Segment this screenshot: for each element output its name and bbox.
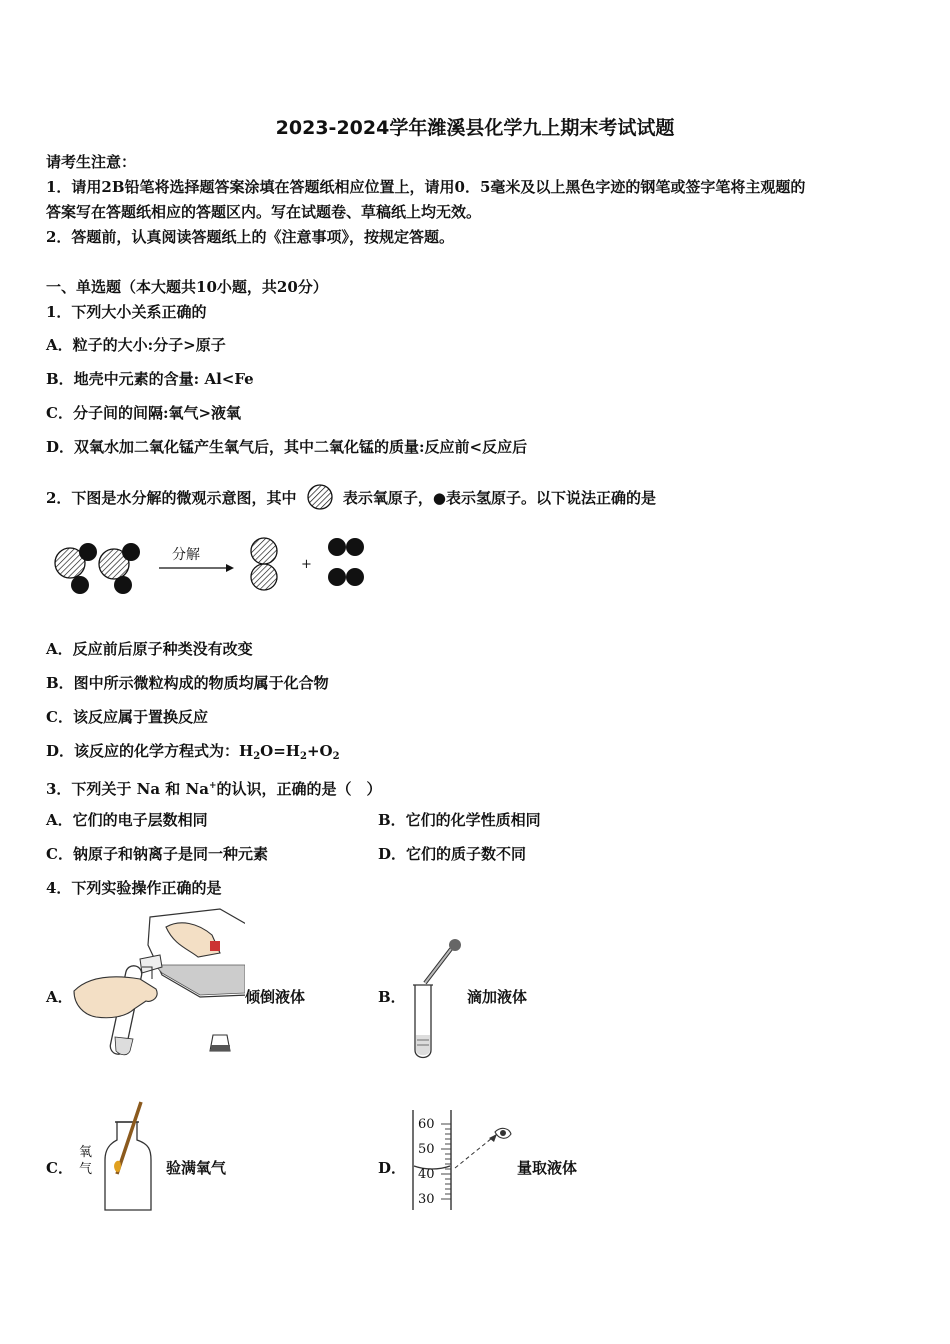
q2-d-prefix: D．该反应的化学方程式为：: [46, 742, 240, 760]
notice-line-2: 2．答题前，认真阅读答题纸上的《注意事项》，按规定答题。: [46, 228, 454, 246]
q2-d-s2: 2: [299, 751, 307, 762]
oxygen-label-1: 氧: [79, 1145, 93, 1160]
notice-line-1b: 答案写在答题纸相应的答题区内。写在试题卷、草稿纸上均无效。: [46, 203, 482, 221]
q4-b-caption: 滴加液体: [467, 988, 528, 1006]
notice-line-1a: 1．请用2B铅笔将选择题答案涂填在答题纸相应位置上，请用0．5毫米及以上黑色字迹的钢笔或签字笔将主观题的: [46, 178, 806, 196]
q3-option-d: D．它们的质子数不同: [378, 845, 527, 863]
q2-option-c: C．该反应属于置换反应: [46, 708, 208, 726]
q2-option-a: A．反应前后原子种类没有改变: [46, 640, 253, 658]
q3-stem-sup: +: [208, 781, 217, 791]
oxygen-atom-icon: [305, 484, 335, 510]
q1-option-a: A．粒子的大小:分子>原子: [46, 336, 226, 354]
oxygen-molecule: [251, 538, 277, 590]
oxygen-label-2: 气: [79, 1162, 93, 1177]
page-title: 2023-2024学年潍溪县化学九上期末考试试题: [275, 117, 675, 139]
q4-a-letter: A．: [46, 988, 73, 1006]
q2-stem-part2: 表示氧原子，●表示氢原子。以下说法正确的是: [342, 489, 657, 507]
water-molecule-2: [99, 543, 140, 594]
q2-stem-part1: 2．下图是水分解的微观示意图，其中: [46, 489, 297, 507]
hydrogen-molecules: [328, 538, 364, 586]
q3-stem-part2: 的认识，正确的是（ ）: [216, 780, 382, 798]
q1-option-b: B．地壳中元素的含量: Al<Fe: [46, 370, 254, 388]
dropper-figure: [405, 935, 470, 1060]
q2-option-b: B．图中所示微粒构成的物质均属于化合物: [46, 674, 329, 692]
q4-stem: 4．下列实验操作正确的是: [46, 879, 222, 897]
q4-d-letter: D．: [378, 1159, 407, 1177]
arrow-label: 分解: [172, 547, 200, 563]
q2-option-d: [46, 741, 340, 767]
q4-c-letter: C．: [46, 1159, 73, 1177]
q2-d-f3: +O: [306, 742, 333, 760]
q4-d-caption: 量取液体: [517, 1159, 578, 1177]
tick-label-50: 50: [418, 1142, 435, 1157]
tick-label-30: 30: [418, 1192, 435, 1207]
q4-a-caption: 倾倒液体: [245, 988, 306, 1006]
q1-option-c: C．分子间的间隔:氧气>液氧: [46, 404, 242, 422]
q2-d-f1: H: [239, 742, 254, 760]
tick-label-40: 40: [418, 1167, 435, 1182]
q2-d-s1: 2: [253, 751, 261, 762]
tick-label-60: 60: [418, 1117, 435, 1132]
water-molecule-1: [55, 543, 97, 594]
plus-sign: +: [301, 557, 312, 572]
notice-heading: 请考生注意：: [46, 153, 137, 171]
q3-stem: [46, 776, 382, 799]
pouring-liquid-figure: [70, 905, 245, 1060]
q4-b-letter: B．: [378, 988, 406, 1006]
water-decomposition-diagram: [48, 535, 378, 601]
section-heading: 一、单选题（本大题共10小题，共20分）: [46, 278, 328, 296]
q1-option-d: D．双氧水加二氧化锰产生氧气后，其中二氧化锰的质量:反应前<反应后: [46, 438, 528, 456]
q2-d-s3: 2: [332, 751, 340, 762]
q3-option-c: C．钠原子和钠离子是同一种元素: [46, 845, 268, 863]
q1-stem: 1．下列大小关系正确的: [46, 303, 207, 321]
q3-option-b: B．它们的化学性质相同: [378, 811, 541, 829]
q4-c-caption: 验满氧气: [166, 1159, 227, 1177]
q2-stem: [46, 484, 656, 510]
q3-option-a: A．它们的电子层数相同: [46, 811, 208, 829]
q2-d-f2: O=H: [260, 742, 300, 760]
q3-stem-part1: 3．下列关于 Na 和 Na: [46, 780, 209, 798]
reaction-arrow: [159, 564, 234, 572]
